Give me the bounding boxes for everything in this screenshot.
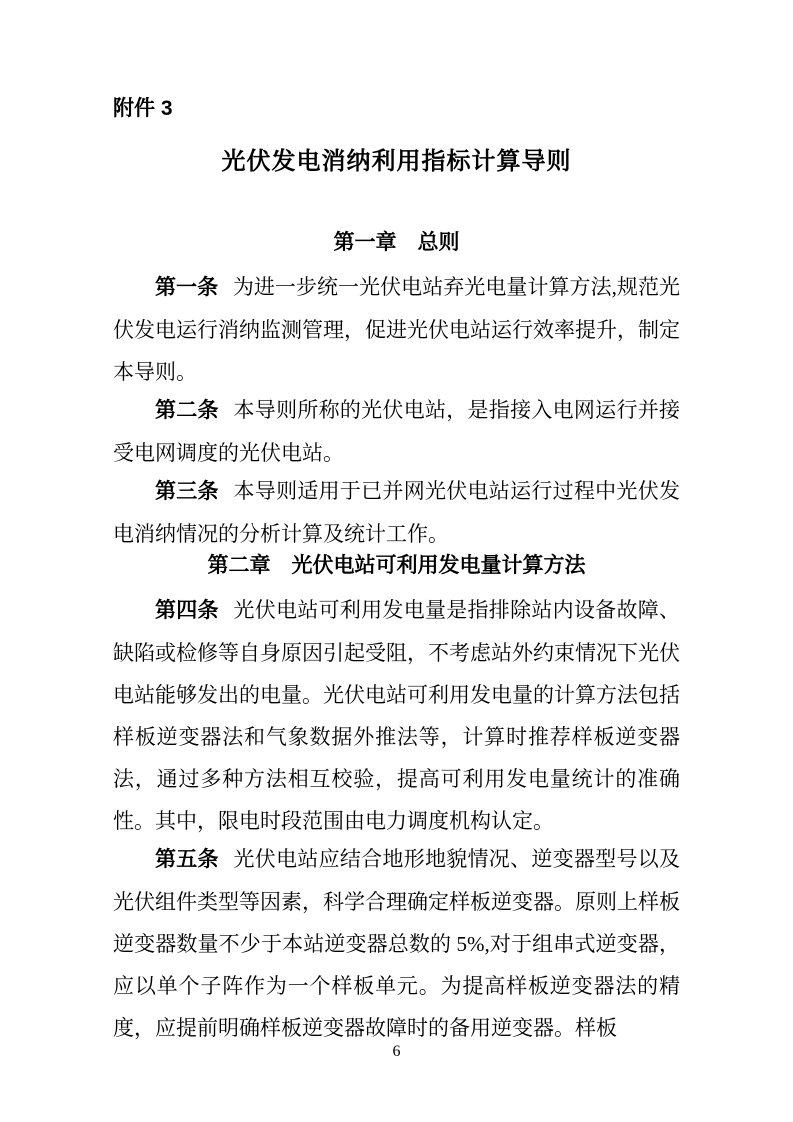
- attachment-label: 附件 3: [113, 97, 173, 120]
- document-title: 光伏发电消纳利用指标计算导则: [221, 148, 572, 175]
- article-5-text: 光伏电站应结合地形地貌情况、逆变器型号以及光伏组件类型等因素，科学合理确定样板逆变器。原则上样板逆变器数量不少于本站逆变器总数的 5%,对于组串式逆变器，应以单个子阵作为一个样板单元。为提高样板逆变器法的精度，应提前明确样板逆变器故障时的备用逆变器。样板: [113, 847, 681, 1040]
- article-3: [113, 470, 680, 555]
- chapter-heading-1: 第一章 总则: [333, 231, 460, 254]
- article-1-label: 第一条: [155, 276, 219, 299]
- article-2-label: 第二条: [155, 399, 219, 422]
- article-3-label: 第三条: [155, 480, 219, 503]
- article-4-text: 光伏电站可利用发电量是指排除站内设备故障、缺陷或检修等自身原因引起受阻，不考虑站外约束情况下光伏电站能够发出的电量。光伏电站可利用发电量的计算方法包括样板逆变器法和气象数据外推法等，计算时推荐样板逆变器法，通过多种方法相互校验，提高可利用发电量统计的准确性。其中，限电时段范围由电力调度机构认定。: [113, 598, 681, 833]
- article-5: [113, 838, 680, 1049]
- article-1-text: 为进一步统一光伏电站弃光电量计算方法,规范光伏发电运行消纳监测管理，促进光伏电站运行效率提升，制定本导则。: [113, 275, 681, 384]
- article-3-text: 本导则适用于已并网光伏电站运行过程中光伏发电消纳情况的分析计算及统计工作。: [113, 479, 681, 546]
- article-1: [113, 266, 680, 393]
- article-2: [113, 389, 680, 474]
- article-5-label: 第五条: [155, 848, 219, 871]
- article-2-text: 本导则所称的光伏电站，是指接入电网运行并接受电网调度的光伏电站。: [113, 398, 681, 465]
- article-4: [113, 589, 680, 842]
- chapter-heading-2: 第二章 光伏电站可利用发电量计算方法: [207, 554, 586, 577]
- article-4-label: 第四条: [155, 599, 219, 622]
- page-number: 6: [392, 1043, 401, 1060]
